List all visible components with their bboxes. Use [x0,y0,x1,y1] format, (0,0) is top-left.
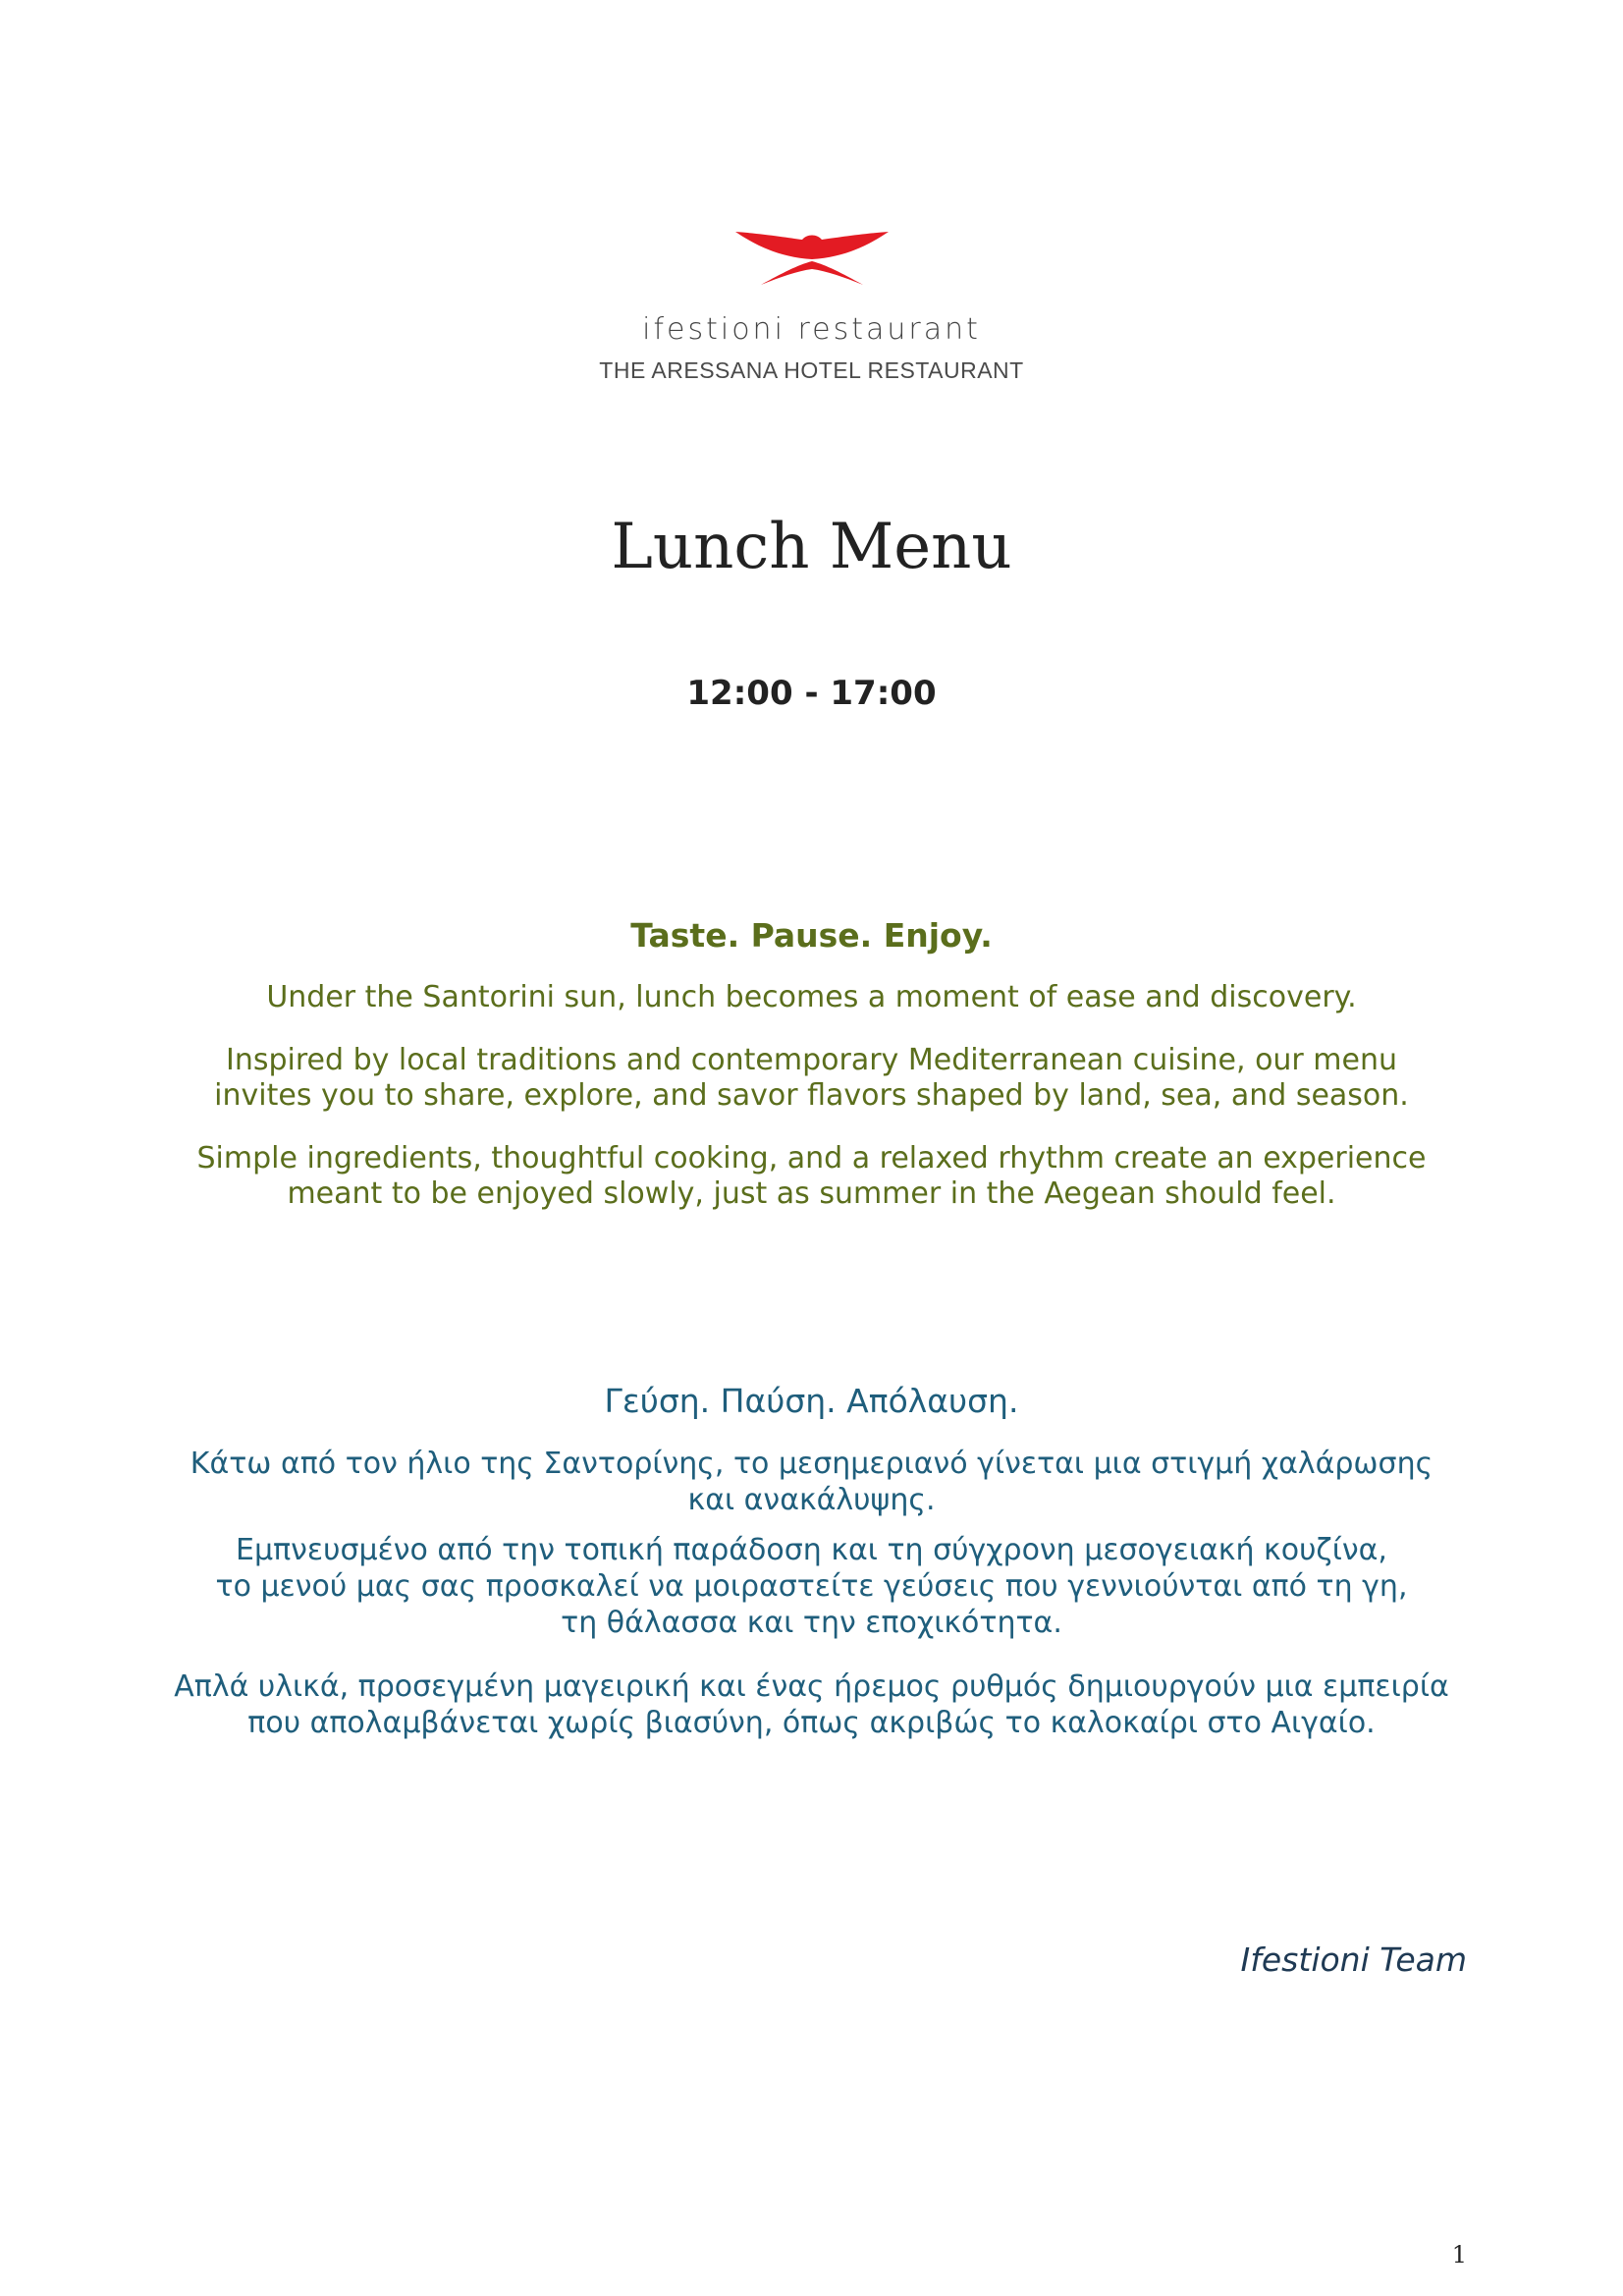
red-lips-icon [733,228,891,289]
page-number: 1 [1451,2241,1467,2269]
greek-paragraph: Κάτω από τον ήλιο της Σαντορίνης, το μεσημεριανό γίνεται μια στιγμή χαλάρωσης και ανακάλυψης. [189,1447,1434,1517]
english-paragraph: Under the Santorini sun, lunch becomes a moment of ease and discovery. [266,980,1357,1014]
greek-heading: Γεύση. Παύση. Απόλαυση. [604,1382,1019,1420]
english-paragraph: Simple ingredients, thoughtful cooking, and a relaxed rhythm create an experience meant to be enjoyed slowly, just as summer in the Aegean should feel. [196,1141,1427,1211]
restaurant-name: ifestioni restaurant [642,312,981,347]
hotel-subtitle: THE ARESSANA HOTEL RESTAURANT [599,357,1024,383]
english-heading: Taste. Pause. Enjoy. [630,916,993,955]
serving-hours: 12:00 - 17:00 [686,674,937,713]
signature: Ifestioni Team [1240,1941,1467,1979]
greek-paragraph: Απλά υλικά, προσεγμένη μαγειρική και ένας ήρεμος ρυθμός δημιουργούν μια εμπειρία που απολαμβάνεται χωρίς βιασύνη, όπως ακριβώς το καλοκαίρι στο Αιγαίο. [174,1669,1449,1740]
english-intro [0,915,1623,1239]
logo [0,228,1623,289]
greek-intro [0,1381,1623,1741]
page-title: Lunch Menu [611,511,1012,583]
english-paragraph: Inspired by local traditions and contemporary Mediterranean cuisine, our menu invites you to share, explore, and savor flavors shaped by land, sea, and season. [214,1043,1409,1113]
greek-paragraph: Εμπνευσμένο από την τοπική παράδοση και τη σύγχρονη μεσογειακή κουζίνα, το μενού μας σας προσκαλεί να μοιραστείτε γεύσεις που γεννιούνται από τη γη, τη θάλασσα και την εποχικότητα. [215,1533,1408,1640]
